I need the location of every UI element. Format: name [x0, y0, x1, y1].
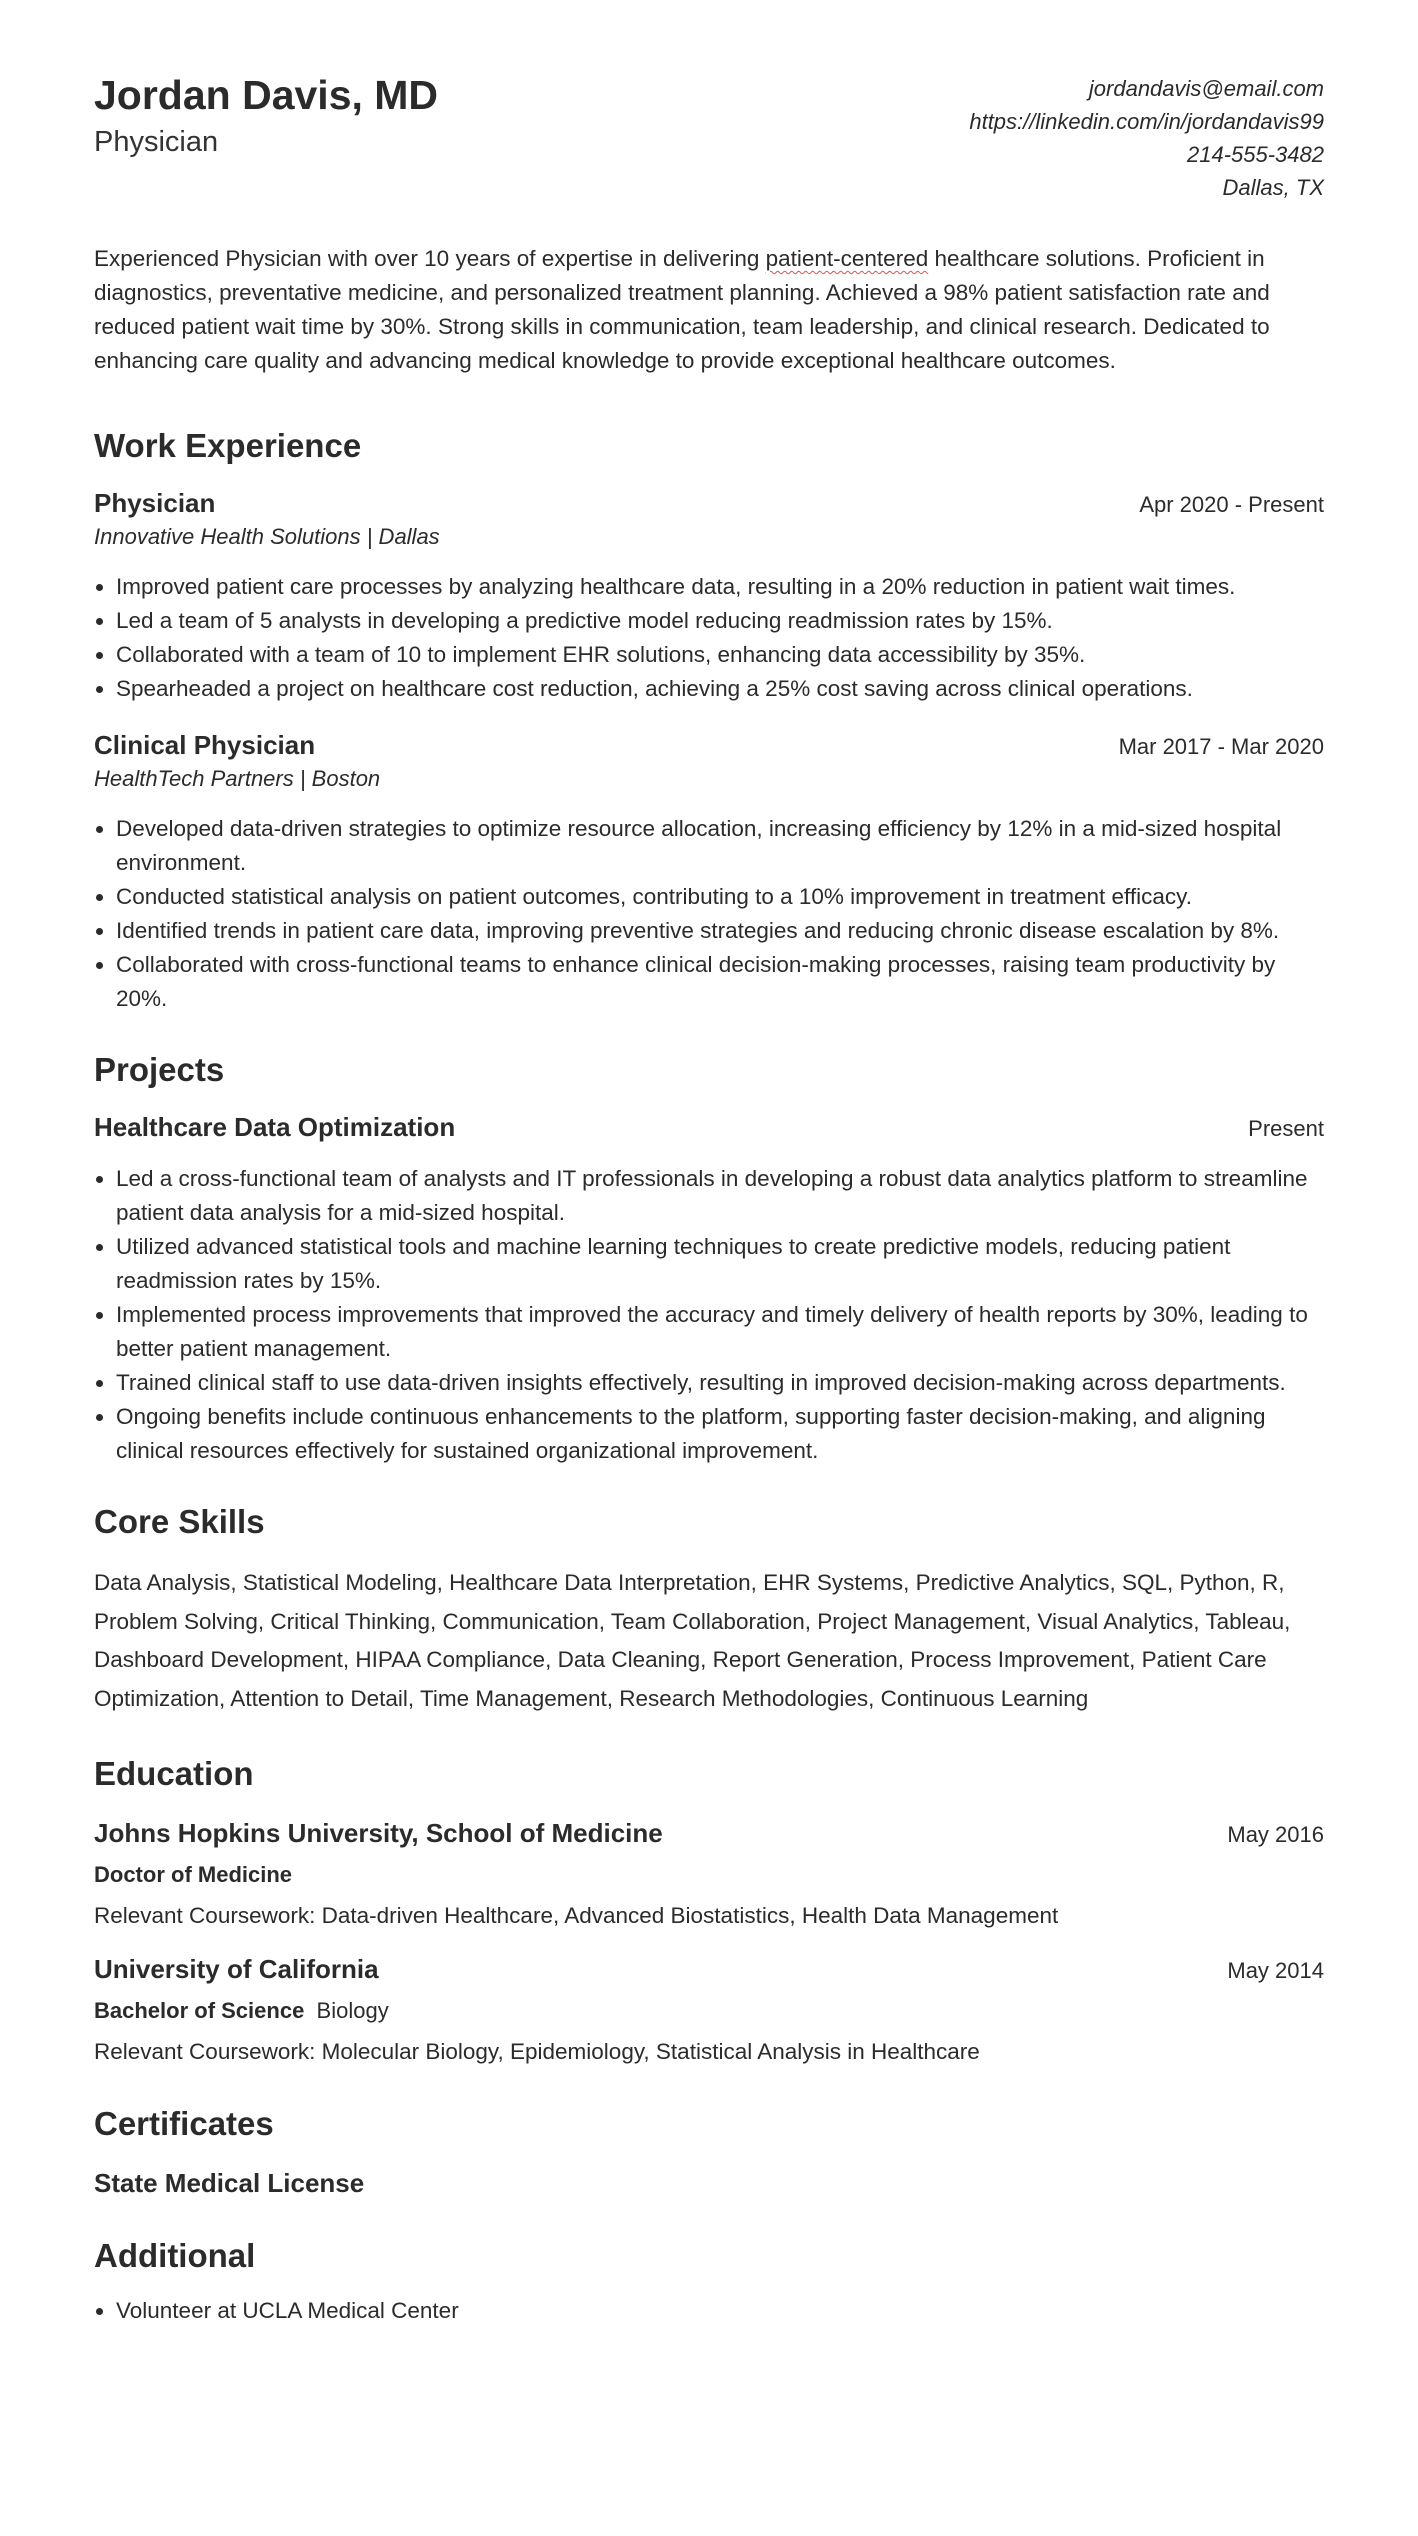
job-company: HealthTech Partners | Boston — [94, 766, 381, 791]
list-item: • Implemented process improvements that improved the accuracy and timely delivery of health reports by 30%, leading to better patient management. — [116, 1298, 1324, 1366]
section-heading-certificates: Certificates — [94, 2105, 274, 2142]
education-header — [94, 1816, 1324, 1850]
name-block — [94, 70, 438, 160]
list-item: • Utilized advanced statistical tools and machine learning techniques to create predictive models, reducing patient readmission rates by 15%. — [116, 1230, 1324, 1298]
list-item: • Volunteer at UCLA Medical Center — [116, 2294, 1324, 2328]
section-heading-work: Work Experience — [94, 427, 362, 464]
list-item: • Improved patient care processes by analyzing healthcare data, resulting in a 20% reduction in patient wait times. — [116, 570, 1324, 604]
contact-email: jordandavis@email.com — [1088, 76, 1324, 101]
job-title: Physician — [94, 488, 216, 518]
degree-line — [94, 1860, 1324, 1890]
contact-info — [969, 72, 1324, 204]
certificate-item: State Medical License — [94, 2168, 365, 2198]
list-item: • Led a team of 5 analysts in developing a predictive model reducing readmission rates by 15%. — [116, 604, 1324, 638]
degree-line — [94, 1996, 1324, 2026]
list-item: • Spearheaded a project on healthcare cost reduction, achieving a 25% cost saving across clinical operations. — [116, 672, 1324, 706]
degree-name: Bachelor of Science — [94, 1998, 305, 2023]
list-item: • Collaborated with cross-functional teams to enhance clinical decision-making processes, raising team productivity by 20%. — [116, 948, 1324, 1016]
job-bullets — [94, 570, 1324, 706]
additional-bullets — [94, 2294, 1324, 2328]
project-date: Present — [1248, 1116, 1324, 1141]
resume-header — [94, 70, 1324, 204]
education-entry — [94, 1952, 1324, 2068]
professional-summary — [94, 242, 1324, 378]
job-header — [94, 728, 1324, 762]
list-item: • Developed data-driven strategies to optimize resource allocation, increasing efficiency by 12% in a mid-sized hospital environment. — [116, 812, 1324, 880]
contact-location: Dallas, TX — [1222, 175, 1324, 200]
job-date: Apr 2020 - Present — [1139, 492, 1324, 517]
education-header — [94, 1952, 1324, 1986]
list-item: • Collaborated with a team of 10 to implement EHR solutions, enhancing data accessibility by 35%. — [116, 638, 1324, 672]
school-name: Johns Hopkins University, School of Medicine — [94, 1818, 663, 1848]
job-company: Innovative Health Solutions | Dallas — [94, 524, 440, 549]
job-bullets — [94, 812, 1324, 1016]
job-entry — [94, 486, 1324, 706]
coursework: Relevant Coursework: Data-driven Healthcare, Advanced Biostatistics, Health Data Management — [94, 1903, 1059, 1928]
education-entry — [94, 1816, 1324, 1932]
job-header — [94, 486, 1324, 520]
project-header — [94, 1110, 1324, 1144]
graduation-date: May 2014 — [1227, 1958, 1324, 1983]
job-date: Mar 2017 - Mar 2020 — [1118, 734, 1324, 759]
contact-linkedin: https://linkedin.com/in/jordandavis99 — [969, 109, 1324, 134]
list-item: • Led a cross-functional team of analysts and IT professionals in developing a robust data analytics platform to streamline patient data analysis for a mid-sized hospital. — [116, 1162, 1324, 1230]
project-bullets — [94, 1162, 1324, 1468]
contact-phone: 214-555-3482 — [1186, 142, 1324, 167]
job-title: Clinical Physician — [94, 730, 316, 760]
list-item: • Identified trends in patient care data, improving preventive strategies and reducing chronic disease escalation by 8%. — [116, 914, 1324, 948]
skills-list: Data Analysis, Statistical Modeling, Healthcare Data Interpretation, EHR Systems, Predictive Analytics, SQL, Python, R, Problem Solving, Critical Thinking, Communication, Team Collaboration, Project Management, Visual Analytics, Tableau, Dashboard Development, HIPAA Compliance, Data Cleaning, Report Generation, Process Improvement, Patient Care Optimization, Attention to Detail, Time Management, Research Methodologies, Continuous Learning — [94, 1570, 1291, 1711]
section-heading-additional: Additional — [94, 2237, 256, 2274]
degree-field: Biology — [316, 1998, 389, 2023]
school-name: University of California — [94, 1954, 379, 1984]
candidate-name: Jordan Davis, MD — [94, 72, 439, 118]
project-entry — [94, 1110, 1324, 1468]
project-title: Healthcare Data Optimization — [94, 1112, 456, 1142]
summary-text-end: healthcare solutions. Proficient in diagnostics, preventative medicine, and personalized treatment planning. Achieved a 98% patient satisfaction rate and reduced patient wait time by 30%. Strong skills in communication, team leadership, and clinical research. Dedicated to enhancing care quality and advancing medical knowledge to provide exceptional healthcare outcomes. — [94, 246, 1270, 373]
spellcheck-flagged-word: patient-centered — [765, 246, 929, 271]
summary-text-start: Experienced Physician with over 10 years of expertise in delivering — [94, 246, 766, 271]
section-heading-education: Education — [94, 1755, 254, 1792]
list-item: • Ongoing benefits include continuous enhancements to the platform, supporting faster decision-making, and aligning clinical resources effectively for sustained organizational improvement. — [116, 1400, 1324, 1468]
list-item: • Trained clinical staff to use data-driven insights effectively, resulting in improved decision-making across departments. — [116, 1366, 1324, 1400]
candidate-title: Physician — [94, 126, 219, 158]
section-heading-skills: Core Skills — [94, 1503, 265, 1540]
job-entry — [94, 728, 1324, 1016]
section-heading-projects: Projects — [94, 1051, 225, 1088]
coursework: Relevant Coursework: Molecular Biology, Epidemiology, Statistical Analysis in Healthcare — [94, 2039, 980, 2064]
graduation-date: May 2016 — [1227, 1822, 1324, 1847]
list-item: • Conducted statistical analysis on patient outcomes, contributing to a 10% improvement in treatment efficacy. — [116, 880, 1324, 914]
degree-name: Doctor of Medicine — [94, 1862, 293, 1887]
